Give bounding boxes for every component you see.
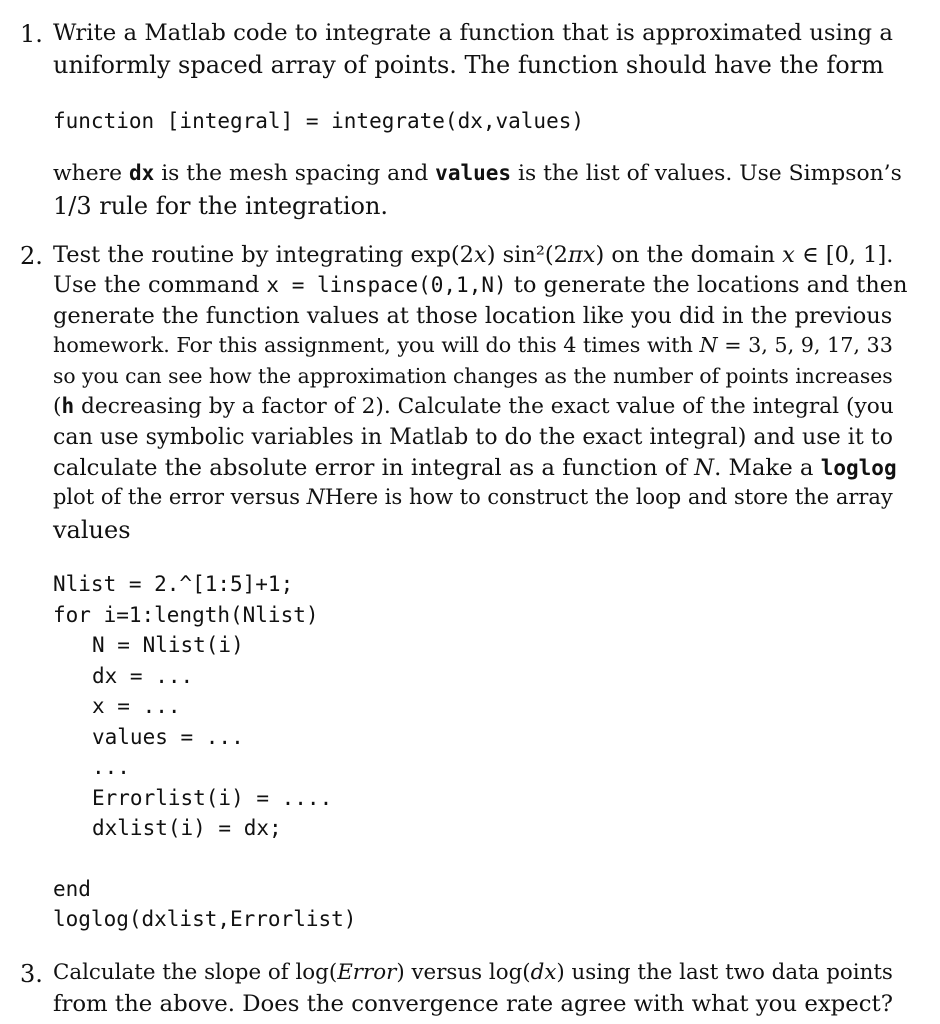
- item-2-number: 2.: [20, 242, 43, 270]
- item-3-line-1: Calculate the slope of log(Error) versus log(dx) using the last two data points: [53, 960, 893, 985]
- code-line: for i=1:length(Nlist): [53, 603, 319, 627]
- code-line: Errorlist(i) = ....: [92, 786, 333, 810]
- item-2-line-6: (h decreasing by a factor of 2). Calculate the exact value of the integral (you: [53, 394, 894, 419]
- function-signature: function [integral] = integrate(dx,values): [53, 109, 585, 133]
- item-2-line-10: values: [53, 516, 131, 544]
- item-2-line-2: Use the command x = linspace(0,1,N) to generate the locations and then: [53, 272, 908, 298]
- item-2-line-7: can use symbolic variables in Matlab to do the exact integral) and use it to: [53, 424, 893, 450]
- code-line: values = ...: [92, 725, 244, 749]
- item-2-line-9: plot of the error versus NHere is how to construct the loop and store the array: [53, 485, 893, 509]
- code-line: Nlist = 2.^[1:5]+1;: [53, 572, 294, 596]
- item-1-line-3: where dx is the mesh spacing and values is the list of values. Use Simpson’s: [53, 161, 902, 186]
- code-line: x = ...: [92, 694, 181, 718]
- item-3-number: 3.: [20, 960, 43, 988]
- code-line: N = Nlist(i): [92, 633, 244, 657]
- item-2-line-5: so you can see how the approximation changes as the number of points increases: [53, 364, 893, 388]
- code-line: loglog(dxlist,Errorlist): [53, 907, 357, 931]
- code-line: dxlist(i) = dx;: [92, 816, 282, 840]
- item-2-line-3: generate the function values at those location like you did in the previous: [53, 303, 893, 329]
- item-2-line-4: homework. For this assignment, you will do this 4 times with N = 3, 5, 9, 17, 33: [53, 333, 893, 357]
- item-1-line-1: Write a Matlab code to integrate a function that is approximated using a: [53, 20, 893, 46]
- code-line: end: [53, 877, 91, 901]
- item-1-line-2: uniformly spaced array of points. The function should have the form: [53, 51, 884, 79]
- item-3-line-2: from the above. Does the convergence rate agree with what you expect?: [53, 991, 893, 1017]
- code-line: ...: [92, 755, 130, 779]
- item-2-line-8: calculate the absolute error in integral as a function of N. Make a loglog: [53, 455, 897, 481]
- item-1-line-4: 1/3 rule for the integration.: [53, 192, 389, 220]
- item-1-number: 1.: [20, 20, 43, 48]
- item-2-line-1: Test the routine by integrating exp(2x) sin²(2πx) on the domain x ∈ [0, 1].: [53, 242, 894, 268]
- code-line: dx = ...: [92, 664, 194, 688]
